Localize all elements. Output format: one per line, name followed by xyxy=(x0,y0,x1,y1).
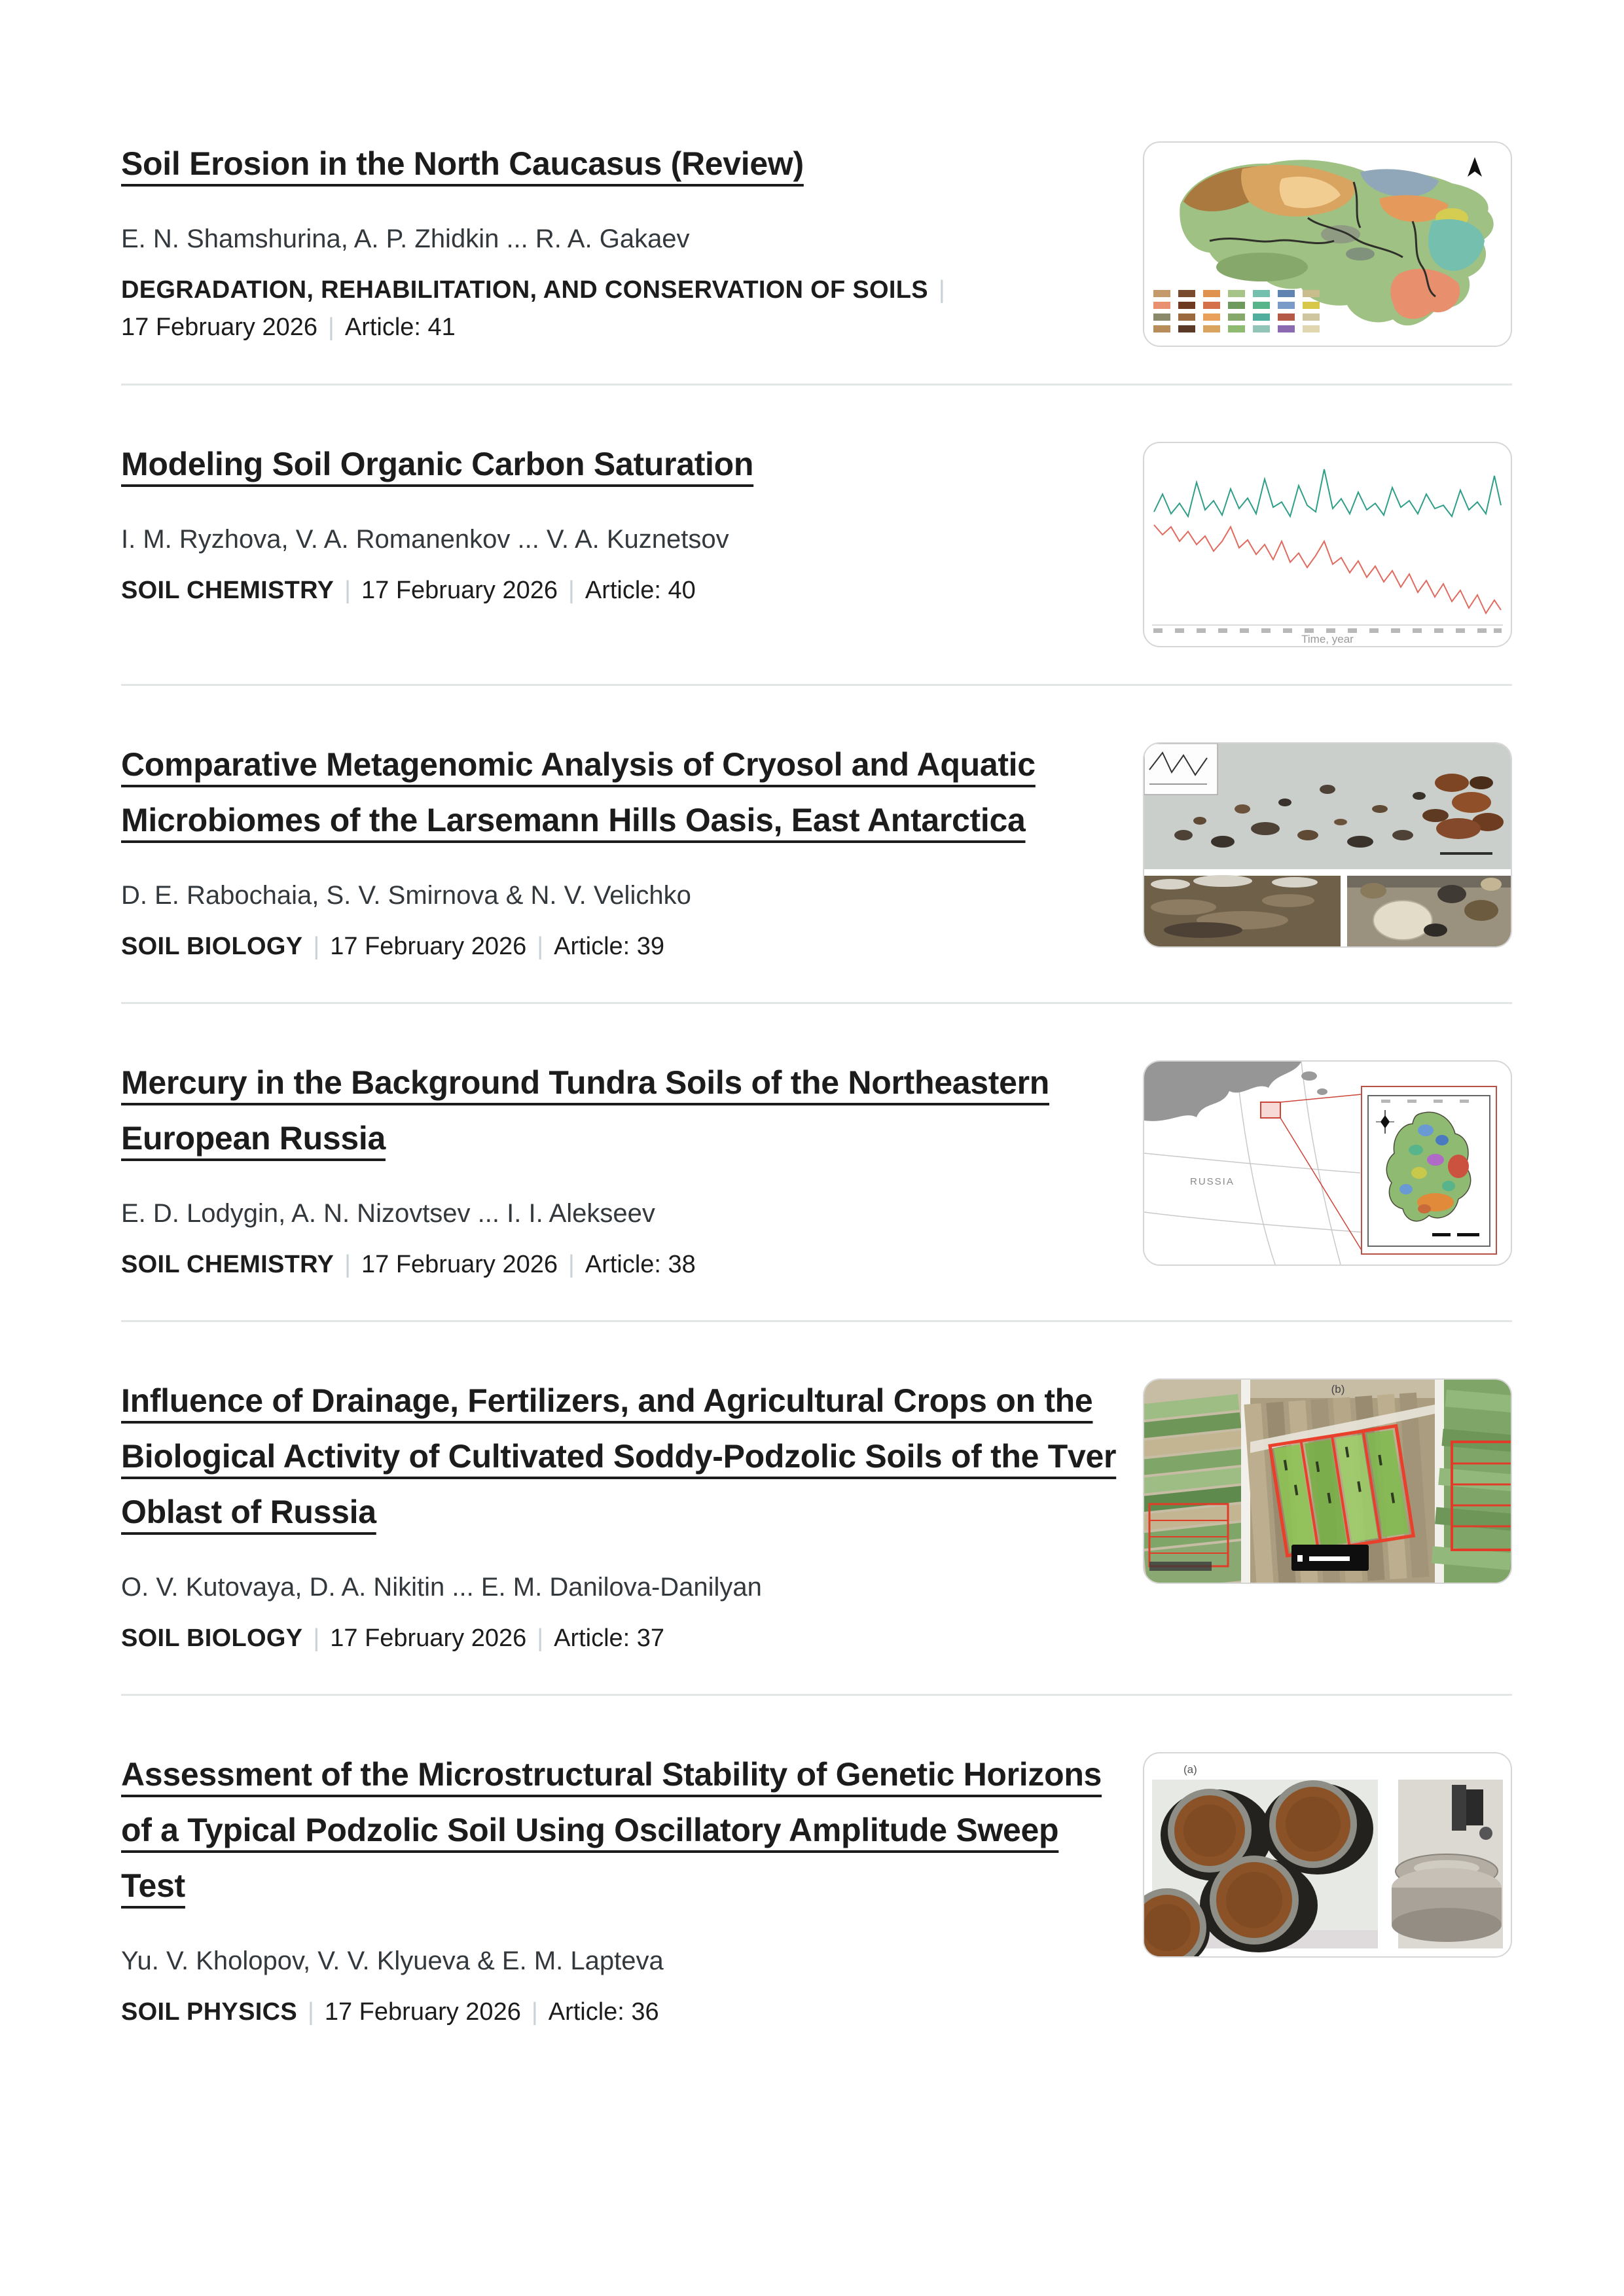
photo-text-smudge xyxy=(1149,1562,1212,1571)
article-title-link[interactable]: Comparative Metagenomic Analysis of Cryosol and Aquatic Microbiomes of the Larsemann Hills Oasis, East Antarctica xyxy=(121,746,1036,838)
article-category-link[interactable]: SOIL CHEMISTRY xyxy=(121,577,334,604)
article-number: Article: 39 xyxy=(554,933,665,960)
article-row xyxy=(121,1322,1512,1696)
article-authors: E. D. Lodygin, A. N. Nizovtsev ... I. I. Alekseev xyxy=(121,1199,655,1228)
russia-label: RUSSIA xyxy=(1190,1176,1235,1187)
article-authors: O. V. Kutovaya, D. A. Nikitin ... E. M. Danilova-Danilyan xyxy=(121,1573,762,1602)
article-number: Article: 38 xyxy=(585,1251,696,1278)
article-meta xyxy=(121,572,1123,609)
article-authors: E. N. Shamshurina, A. P. Zhidkin ... R. A. Gakaev xyxy=(121,224,690,253)
article-text-column xyxy=(121,1373,1123,1657)
article-thumbnail[interactable] xyxy=(1143,742,1512,948)
article-title-link[interactable]: Mercury in the Background Tundra Soils of the Northeastern European Russia xyxy=(121,1064,1049,1157)
chart-series-upper xyxy=(1154,469,1501,516)
article-row xyxy=(121,1696,1512,2068)
inset-scale-bar xyxy=(1432,1233,1451,1236)
antarctica-collage-image xyxy=(1144,744,1511,946)
russia-landmass xyxy=(1144,1062,1327,1121)
article-number: Article: 40 xyxy=(585,577,696,604)
rheometer-photo xyxy=(1392,1780,1503,1948)
article-date: 17 February 2026 xyxy=(330,933,527,960)
meta-separator: | xyxy=(344,1251,351,1278)
soc-time-series-chart-image xyxy=(1144,443,1511,646)
panel-gap xyxy=(1144,869,1511,876)
map-inset xyxy=(1144,744,1218,795)
article-category-link[interactable]: DEGRADATION, REHABILITATION, AND CONSERVATION OF SOILS xyxy=(121,276,928,304)
article-thumbnail[interactable] xyxy=(1143,442,1512,647)
sample-ring xyxy=(1210,1856,1299,1945)
article-authors: Yu. V. Kholopov, V. V. Klyueva & E. M. Lapteva xyxy=(121,1946,664,1975)
chart-x-tick-labels xyxy=(1153,628,1502,633)
article-thumbnail[interactable] xyxy=(1143,141,1512,347)
article-title-link[interactable]: Influence of Drainage, Fertilizers, and Agricultural Crops on the Biological Activity of Cultivated Soddy-Podzolic Soils of the Tver Oblast of Russia xyxy=(121,1382,1117,1530)
article-title-link[interactable]: Soil Erosion in the North Caucasus (Review) xyxy=(121,145,804,182)
article-meta xyxy=(121,1620,1123,1657)
article-row xyxy=(121,136,1512,386)
article-date: 17 February 2026 xyxy=(361,1251,558,1278)
article-meta xyxy=(121,1246,1123,1283)
rock-sample-photo-panel xyxy=(1347,876,1511,946)
middle-field-panel xyxy=(1244,1393,1435,1583)
meta-separator: | xyxy=(313,933,320,960)
meta-separator: | xyxy=(568,1251,575,1278)
north-arrow-icon xyxy=(1468,157,1482,177)
inset-scale-bar xyxy=(1457,1233,1479,1236)
soil-sample-rings-photo xyxy=(1144,1780,1378,1956)
article-number: Article: 37 xyxy=(554,1624,665,1652)
panel-label: (a) xyxy=(1183,1763,1197,1776)
article-text-column xyxy=(121,1747,1123,2031)
article-category-link[interactable]: SOIL BIOLOGY xyxy=(121,1624,303,1652)
article-text-column xyxy=(121,1055,1123,1283)
field-plots-aerial-image xyxy=(1144,1380,1511,1583)
article-authors: D. E. Rabochaia, S. V. Smirnova & N. V. Velichko xyxy=(121,881,691,910)
study-area-inset-map xyxy=(1362,1086,1496,1254)
article-date: 17 February 2026 xyxy=(121,314,317,341)
legend-swatches xyxy=(1153,290,1320,332)
article-row xyxy=(121,686,1512,1004)
chart-series-lower xyxy=(1154,525,1501,613)
article-thumbnail[interactable] xyxy=(1143,1752,1512,1958)
article-thumbnail[interactable] xyxy=(1143,1060,1512,1266)
meta-separator: | xyxy=(568,577,575,604)
russia-map-with-inset-image xyxy=(1144,1062,1511,1265)
article-category-link[interactable]: SOIL BIOLOGY xyxy=(121,933,303,960)
article-meta xyxy=(121,272,1123,346)
article-category-link[interactable]: SOIL PHYSICS xyxy=(121,1998,297,2026)
meta-separator: | xyxy=(938,276,945,304)
panel-label: (b) xyxy=(1331,1383,1345,1395)
article-authors: I. M. Ryzhova, V. A. Romanenkov ... V. A. Kuznetsov xyxy=(121,525,729,554)
article-date: 17 February 2026 xyxy=(330,1624,527,1652)
chart-x-axis-label: Time, year xyxy=(1301,633,1354,645)
article-date: 17 February 2026 xyxy=(324,1998,521,2026)
article-category-link[interactable]: SOIL CHEMISTRY xyxy=(121,1251,334,1278)
article-text-column xyxy=(121,737,1123,965)
article-text-column xyxy=(121,437,1123,609)
article-number: Article: 36 xyxy=(548,1998,659,2026)
map-regions xyxy=(1180,160,1493,325)
article-title-link[interactable]: Modeling Soil Organic Carbon Saturation xyxy=(121,446,754,482)
article-number: Article: 41 xyxy=(344,314,456,341)
article-row xyxy=(121,1004,1512,1322)
meta-separator: | xyxy=(307,1998,314,2026)
article-text-column xyxy=(121,136,1123,346)
article-meta xyxy=(121,1994,1123,2031)
article-row xyxy=(121,386,1512,686)
meta-separator: | xyxy=(531,1998,538,2026)
article-date: 17 February 2026 xyxy=(361,577,558,604)
sample-ring xyxy=(1269,1780,1357,1868)
panel-gap xyxy=(1341,876,1347,946)
meta-separator: | xyxy=(327,314,334,341)
article-list xyxy=(121,136,1512,2068)
article-title-link[interactable]: Assessment of the Microstructural Stability of Genetic Horizons of a Typical Podzolic Soil Using Oscillatory Amplitude Sweep Test xyxy=(121,1756,1102,1904)
meta-separator: | xyxy=(537,933,544,960)
ground-photo-panel xyxy=(1144,875,1341,946)
meta-separator: | xyxy=(537,1624,544,1652)
article-thumbnail[interactable] xyxy=(1143,1378,1512,1584)
caucasus-soil-map-image xyxy=(1144,143,1511,346)
soil-rings-rheometer-image xyxy=(1144,1753,1511,1956)
meta-separator: | xyxy=(344,577,351,604)
scale-bar xyxy=(1440,852,1492,855)
article-meta xyxy=(121,928,1123,965)
meta-separator: | xyxy=(313,1624,320,1652)
